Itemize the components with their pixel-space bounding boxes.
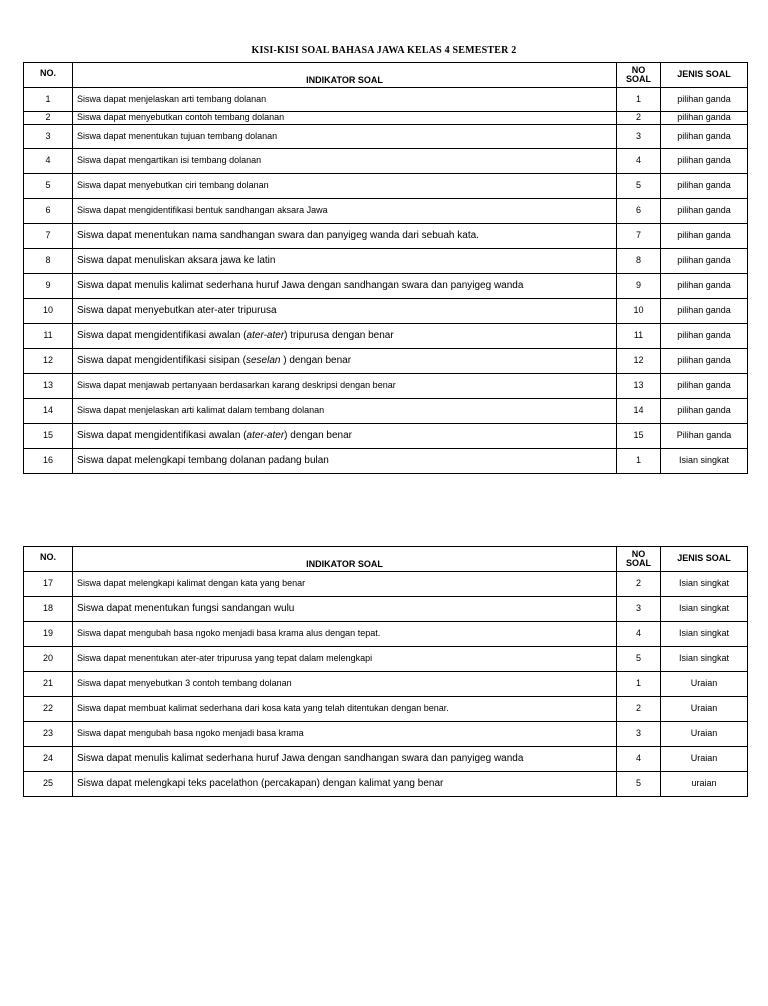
row-no: 14 <box>24 399 73 424</box>
row-jenis-soal: Uraian <box>661 722 748 747</box>
row-no-soal: 3 <box>617 722 661 747</box>
row-jenis-soal: pilihan ganda <box>661 88 748 112</box>
table-row <box>24 622 748 647</box>
kisi-kisi-table-1 <box>23 62 748 474</box>
row-jenis-soal: Isian singkat <box>661 572 748 597</box>
row-jenis-soal: pilihan ganda <box>661 125 748 149</box>
row-jenis-soal: pilihan ganda <box>661 399 748 424</box>
row-no-soal: 10 <box>617 299 661 324</box>
row-jenis-soal: pilihan ganda <box>661 224 748 249</box>
table-row <box>24 112 748 125</box>
row-no-soal: 3 <box>617 597 661 622</box>
row-no-soal: 2 <box>617 112 661 125</box>
row-indikator: Siswa dapat mengidentifikasi awalan (ater-ater) tripurusa dengan benar <box>73 324 617 349</box>
row-no-soal: 9 <box>617 274 661 299</box>
header-no-soal: NO SOAL <box>617 63 661 88</box>
table-row <box>24 125 748 149</box>
table-row <box>24 299 748 324</box>
header-jenis-soal: JENIS SOAL <box>661 63 748 88</box>
row-jenis-soal: Uraian <box>661 697 748 722</box>
kisi-kisi-table-2 <box>23 546 748 797</box>
header-no: NO. <box>24 547 73 572</box>
row-indikator: Siswa dapat menjelaskan arti tembang dolanan <box>73 88 617 112</box>
row-indikator: Siswa dapat melengkapi teks pacelathon (percakapan) dengan kalimat yang benar <box>73 772 617 797</box>
row-indikator: Siswa dapat menulis kalimat sederhana huruf Jawa dengan sandhangan swara dan panyigeg wanda <box>73 747 617 772</box>
row-indikator: Siswa dapat menulis kalimat sederhana huruf Jawa dengan sandhangan swara dan panyigeg wanda <box>73 274 617 299</box>
row-no-soal: 12 <box>617 349 661 374</box>
row-jenis-soal: Isian singkat <box>661 622 748 647</box>
header-indikator: INDIKATOR SOAL <box>73 547 617 572</box>
row-indikator: Siswa dapat membuat kalimat sederhana dari kosa kata yang telah ditentukan dengan benar. <box>73 697 617 722</box>
row-no: 16 <box>24 449 73 474</box>
row-no: 2 <box>24 112 73 125</box>
row-jenis-soal: pilihan ganda <box>661 349 748 374</box>
row-no: 4 <box>24 149 73 174</box>
row-no-soal: 5 <box>617 174 661 199</box>
header-jenis-soal: JENIS SOAL <box>661 547 748 572</box>
row-indikator: Siswa dapat menentukan nama sandhangan swara dan panyigeg wanda dari sebuah kata. <box>73 224 617 249</box>
row-no-soal: 2 <box>617 572 661 597</box>
table-row <box>24 449 748 474</box>
row-no: 1 <box>24 88 73 112</box>
row-jenis-soal: Isian singkat <box>661 597 748 622</box>
row-jenis-soal: pilihan ganda <box>661 149 748 174</box>
row-jenis-soal: pilihan ganda <box>661 274 748 299</box>
row-indikator: Siswa dapat mengidentifikasi bentuk sandhangan aksara Jawa <box>73 199 617 224</box>
row-no-soal: 8 <box>617 249 661 274</box>
table-row <box>24 722 748 747</box>
row-no: 9 <box>24 274 73 299</box>
table-row <box>24 174 748 199</box>
row-indikator: Siswa dapat melengkapi kalimat dengan kata yang benar <box>73 572 617 597</box>
row-jenis-soal: pilihan ganda <box>661 199 748 224</box>
header-no-soal: NO SOAL <box>617 547 661 572</box>
row-no-soal: 1 <box>617 88 661 112</box>
row-indikator: Siswa dapat mengartikan isi tembang dolanan <box>73 149 617 174</box>
row-indikator: Siswa dapat melengkapi tembang dolanan padang bulan <box>73 449 617 474</box>
table-row <box>24 572 748 597</box>
row-indikator: Siswa dapat menentukan ater-ater tripurusa yang tepat dalam melengkapi <box>73 647 617 672</box>
table-row <box>24 324 748 349</box>
row-no-soal: 4 <box>617 622 661 647</box>
table-row <box>24 88 748 112</box>
row-no: 19 <box>24 622 73 647</box>
table-row <box>24 199 748 224</box>
row-no: 18 <box>24 597 73 622</box>
row-jenis-soal: pilihan ganda <box>661 174 748 199</box>
row-no: 21 <box>24 672 73 697</box>
row-jenis-soal: Uraian <box>661 747 748 772</box>
table-row <box>24 747 748 772</box>
row-indikator: Siswa dapat menjelaskan arti kalimat dalam tembang dolanan <box>73 399 617 424</box>
row-indikator: Siswa dapat menyebutkan ater-ater tripurusa <box>73 299 617 324</box>
row-no: 13 <box>24 374 73 399</box>
table-row <box>24 349 748 374</box>
row-no: 15 <box>24 424 73 449</box>
header-indikator: INDIKATOR SOAL <box>73 63 617 88</box>
row-jenis-soal: pilihan ganda <box>661 299 748 324</box>
row-no-soal: 4 <box>617 747 661 772</box>
row-jenis-soal: Isian singkat <box>661 647 748 672</box>
header-no: NO. <box>24 63 73 88</box>
table-row <box>24 672 748 697</box>
table-row <box>24 149 748 174</box>
row-jenis-soal: pilihan ganda <box>661 324 748 349</box>
table-row <box>24 697 748 722</box>
table-row <box>24 772 748 797</box>
row-no: 25 <box>24 772 73 797</box>
table-row <box>24 424 748 449</box>
row-jenis-soal: pilihan ganda <box>661 112 748 125</box>
table-row <box>24 399 748 424</box>
row-no-soal: 11 <box>617 324 661 349</box>
row-indikator: Siswa dapat menjawab pertanyaan berdasarkan karang deskripsi dengan benar <box>73 374 617 399</box>
row-indikator: Siswa dapat menentukan tujuan tembang dolanan <box>73 125 617 149</box>
table-row <box>24 249 748 274</box>
row-indikator: Siswa dapat mengidentifikasi awalan (ater-ater) dengan benar <box>73 424 617 449</box>
row-no: 5 <box>24 174 73 199</box>
row-indikator: Siswa dapat menyebutkan ciri tembang dolanan <box>73 174 617 199</box>
row-indikator: Siswa dapat mengubah basa ngoko menjadi basa krama <box>73 722 617 747</box>
table-row <box>24 374 748 399</box>
row-no: 10 <box>24 299 73 324</box>
row-indikator: Siswa dapat menuliskan aksara jawa ke latin <box>73 249 617 274</box>
table-row <box>24 274 748 299</box>
row-jenis-soal: Isian singkat <box>661 449 748 474</box>
row-no: 23 <box>24 722 73 747</box>
row-no-soal: 2 <box>617 697 661 722</box>
table-row <box>24 224 748 249</box>
row-no-soal: 1 <box>617 449 661 474</box>
row-indikator: Siswa dapat menyebutkan 3 contoh tembang dolanan <box>73 672 617 697</box>
row-indikator: Siswa dapat menentukan fungsi sandangan wulu <box>73 597 617 622</box>
row-no: 24 <box>24 747 73 772</box>
row-no-soal: 5 <box>617 647 661 672</box>
row-no: 3 <box>24 125 73 149</box>
table-row <box>24 597 748 622</box>
row-no: 6 <box>24 199 73 224</box>
row-no-soal: 4 <box>617 149 661 174</box>
row-no: 12 <box>24 349 73 374</box>
row-jenis-soal: Pilihan ganda <box>661 424 748 449</box>
row-no-soal: 5 <box>617 772 661 797</box>
row-jenis-soal: uraian <box>661 772 748 797</box>
row-no: 22 <box>24 697 73 722</box>
table-row <box>24 647 748 672</box>
row-no: 7 <box>24 224 73 249</box>
row-jenis-soal: pilihan ganda <box>661 374 748 399</box>
row-no-soal: 14 <box>617 399 661 424</box>
row-no-soal: 1 <box>617 672 661 697</box>
row-no-soal: 15 <box>617 424 661 449</box>
row-jenis-soal: pilihan ganda <box>661 249 748 274</box>
row-no-soal: 3 <box>617 125 661 149</box>
row-no: 8 <box>24 249 73 274</box>
row-no: 11 <box>24 324 73 349</box>
row-indikator: Siswa dapat mengubah basa ngoko menjadi basa krama alus dengan tepat. <box>73 622 617 647</box>
row-jenis-soal: Uraian <box>661 672 748 697</box>
row-no-soal: 13 <box>617 374 661 399</box>
row-indikator: Siswa dapat menyebutkan contoh tembang dolanan <box>73 112 617 125</box>
row-no: 17 <box>24 572 73 597</box>
row-indikator: Siswa dapat mengidentifikasi sisipan (seselan ) dengan benar <box>73 349 617 374</box>
row-no-soal: 6 <box>617 199 661 224</box>
row-no-soal: 7 <box>617 224 661 249</box>
page-title: KISI-KISI SOAL BAHASA JAWA KELAS 4 SEMESTER 2 <box>251 45 517 56</box>
row-no: 20 <box>24 647 73 672</box>
